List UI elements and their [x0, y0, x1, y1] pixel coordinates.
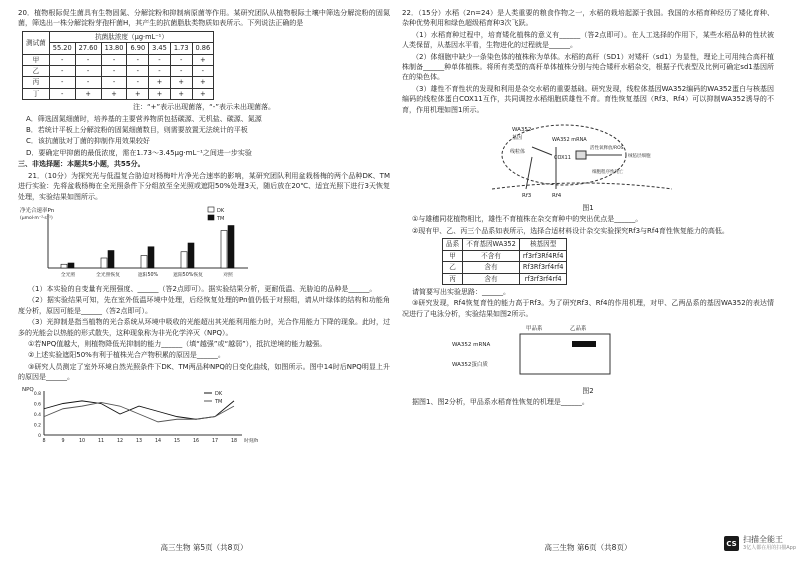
- bar-dk: [61, 264, 67, 268]
- q20-result-cell: +: [149, 88, 171, 99]
- q20-stem: 20．植物根际促生菌具有生物固氮、分解淀粉和抑制病原菌等作用。某研究团队从植物根际土壤中筛选分解淀粉的固氮菌，筛选出一株分解淀粉芽孢杆菌H，其产生的抗菌脂肽类物质如表所示。下列说法正确的是: [18, 9, 390, 28]
- bar-chart-title: 净光合速率Pn: [20, 207, 55, 214]
- bar-dk: [141, 255, 147, 268]
- npq-xtick: 9: [61, 438, 65, 444]
- npq-line-dk: [44, 400, 234, 418]
- q20-conc-cell: 3.45: [149, 43, 171, 54]
- bar-category-label: 遮阳50%: [137, 272, 159, 278]
- q20-result-cell: +: [101, 88, 127, 99]
- q20-result-cell: -: [127, 66, 149, 77]
- fig1-wa352: WA352: [512, 127, 532, 134]
- q20-row-name: 丙: [23, 77, 50, 88]
- q21-sub3: （3）光抑制是指当植物的光合系统从环境中吸收的光能超出其光能利用能力时，光合作用能力下降的现象。此时，过多的光能会以热能的形式散失，这种现象称为非光化学淬灭（NPQ）。: [18, 318, 390, 337]
- q20-result-cell: +: [192, 88, 214, 99]
- bar-tm: [188, 243, 194, 268]
- q20-table-row: [23, 77, 214, 88]
- exam-page-6: [402, 8, 774, 553]
- figure-1-diagram: [492, 117, 672, 203]
- npq-legend-label: TM: [215, 398, 223, 405]
- cox11-box: [576, 151, 586, 159]
- npq-ytick: 0.6: [33, 402, 41, 408]
- gel-row2: WA352蛋白质: [452, 362, 488, 369]
- fig1-rf4: Rf4: [552, 193, 562, 200]
- npq-xtick: 13: [135, 438, 143, 444]
- npq-xtick: 10: [78, 438, 86, 444]
- gel-lane1: 甲品系: [526, 326, 543, 333]
- q20-result-cell: +: [149, 77, 171, 88]
- q20-conc-cell: 6.90: [127, 43, 149, 54]
- q21-sub3a: ①若NPQ值越大，则植物降低光抑制的能力______（填“越强”或“越弱”），抵抗逆境的能力越强。: [28, 339, 327, 348]
- q20-result-cell: -: [75, 54, 101, 65]
- npq-xtick: 12: [116, 438, 124, 444]
- q22-sub3c: ③研究发现，Rf4恢复育性的能力高于Rf3。为了研究Rf3、Rf4的作用机理，对甲、乙两品系的基因WA352的表达情况进行了电泳分析，实验结果如图2所示。: [402, 299, 774, 318]
- q20-option-b: B．若统计平板上分解淀粉的固氮细菌数目，则需要放置无法统计的平板: [26, 126, 248, 135]
- q20-result-cell: -: [75, 77, 101, 88]
- q20-row-name: 丁: [23, 88, 50, 99]
- npq-line-chart: [18, 385, 278, 447]
- q21-sub3b: ②上述实验遮阳50%有利于植株光合产物积累的原因是______。: [28, 351, 225, 360]
- npq-ytick: 0.2: [33, 423, 41, 429]
- q20-result-cell: -: [149, 66, 171, 77]
- q22-table-cell: Rf3Rf3rf4rf4: [519, 262, 567, 273]
- q20-table-row: [23, 54, 214, 65]
- page-footer-5: 高三生物 第5页（共8页）: [160, 542, 248, 552]
- q22-sub3b: ②现有甲、乙、丙三个品系如表所示，选择合适材料设计杂交实验探究Rf3与Rf4育性恢复能力的高低。: [412, 226, 729, 235]
- npq-ytick: 0: [38, 433, 41, 439]
- fig1-caption: 图1: [582, 204, 594, 213]
- npq-line-tm: [44, 402, 234, 421]
- q20-result-cell: -: [101, 77, 127, 88]
- q22-sub3a: ①与雄穗同花植物相比，雄性不育植株在杂交育种中的突出优点是______。: [412, 215, 643, 224]
- q22-stem: 22．（15分）水稻（2n=24）是人类重要的粮食作物之一，水稻的栽培起源于我国。我国的水稻育种经历了矮化育种、杂种优势利用和绿色超级稻育种3次飞跃。: [402, 9, 774, 28]
- bar-tm: [148, 247, 154, 268]
- q20-result-cell: +: [75, 88, 101, 99]
- q22-table-cell: 含有: [463, 273, 520, 284]
- fig1-mito: 线粒体: [510, 149, 526, 156]
- q21-sub2: （2）据实验结果可知，先在室外低温环境中处理，后经恢复处理的Pn值仍低于对照组，请从叶绿体的结构和功能角度分析，原因可能是______（答2点即可）。: [18, 296, 390, 315]
- bar-tm: [68, 263, 74, 268]
- q20-result-cell: -: [170, 54, 192, 65]
- q20-conc-cell: 1.73: [170, 43, 192, 54]
- q22-table-cell: rf3rf3rf4rf4: [519, 273, 567, 284]
- q20-result-cell: -: [149, 54, 171, 65]
- q22-table-cell: 甲: [443, 250, 463, 261]
- q20-note: 注：“+”表示出现菌落，“-”表示未出现菌落。: [133, 103, 275, 112]
- q22-table-header: 品系: [443, 239, 463, 250]
- bar-category-label: 对照: [223, 272, 233, 278]
- fig2-caption: 图2: [582, 386, 594, 395]
- q20-option-d: D．要确定甲抑菌的最低浓度，需在1.73～3.45μg·mL⁻¹之间进一步实验: [26, 148, 252, 157]
- bar-tm: [228, 225, 234, 268]
- q22-table-cell: rf3rf3Rf4Rf4: [519, 250, 567, 261]
- fig1-pcd: 细胞程序性死亡: [592, 170, 624, 176]
- q22-sub3b2: 请简要写出实验思路：______。: [412, 287, 510, 296]
- q20-table-header-bacteria: 测试菌: [23, 31, 50, 54]
- npq-xtick: 14: [154, 438, 162, 444]
- q21-sub3c: ③研究人员测定了室外环境自然光照条件下DK、TM两品种NPQ的日变化曲线，如图所示。图中14时后NPQ明显上升的原因是______。: [18, 362, 390, 382]
- q20-result-cell: +: [170, 88, 192, 99]
- npq-legend-label: DK: [215, 390, 223, 397]
- q22-table-cell: 不含有: [463, 250, 520, 261]
- bar-dk: [101, 258, 107, 268]
- legend-swatch: [208, 215, 214, 220]
- q22-sub2: （2）体细胞中缺少一条染色体的植株称为单体。水稻的高秆（SD1）对矮秆（sd1）为显性，理论上可用纯合高秆植株制备______种单体植株。将所有类型的高秆单体植株分别与纯合矮秆水稻杂交，根据子代表型及比例可确定sd1基因所在的染色体。: [402, 52, 774, 82]
- q22-table: [442, 238, 567, 285]
- q22-table-header: 核基因型: [519, 239, 567, 250]
- gel-band: [572, 341, 596, 347]
- fig1-arrow: [526, 157, 532, 189]
- q22-sub3d: 据图1、图2分析，甲品系水稻育性恢复的机理是______。: [412, 397, 589, 406]
- npq-xlabel: 时刻/h: [244, 438, 259, 444]
- exam-page-5: [18, 8, 390, 553]
- npq-ytick: 0.8: [33, 391, 41, 397]
- q20-result-cell: -: [192, 66, 214, 77]
- npq-xtick: 18: [230, 438, 238, 444]
- camscanner-logo-icon: CS: [724, 536, 739, 551]
- q20-result-cell: -: [101, 54, 127, 65]
- q20-row-name: 乙: [23, 66, 50, 77]
- bar-dk: [221, 230, 227, 268]
- legend-swatch: [208, 207, 214, 212]
- q21-sub1: （1）本实验的自变量有光照强度、______（答2点即可）。据实验结果分析，更耐低温、光胁迫的品种是______。: [28, 284, 377, 293]
- camscanner-name: 扫描全能王: [743, 535, 784, 544]
- bar-category-label: 全光照: [60, 272, 76, 278]
- q20-conc-cell: 55.20: [49, 43, 75, 54]
- npq-xtick: 16: [192, 438, 200, 444]
- fig1-rf3: Rf3: [522, 193, 532, 200]
- fig1-arrow: [532, 147, 552, 155]
- bar-chart-unit: (μmol·m⁻²·s⁻¹): [20, 215, 53, 221]
- q20-table-header-conc: 抗菌肽浓度（μg·mL⁻¹）: [49, 31, 213, 42]
- legend-label: DK: [217, 207, 225, 214]
- q20-row-name: 甲: [23, 54, 50, 65]
- npq-ylabel: NPQ: [22, 386, 34, 393]
- bar-tm: [108, 250, 114, 268]
- npq-ytick: 0.4: [33, 412, 41, 418]
- q22-table-header: 不育基因WA352: [463, 239, 520, 250]
- q22-sub1: （1）水稻育种过程中，培育矮化植株的意义有______（答2点即可）。在人工选择的作用下，某些水稻品种的性状被人类保留，从基因水平看，生物进化的过程就是______。: [402, 30, 774, 50]
- bar-category-label: 遮阳50%恢复: [173, 272, 203, 278]
- q20-table: [22, 31, 214, 100]
- q20-result-cell: +: [127, 88, 149, 99]
- q22-table-cell: 乙: [443, 262, 463, 273]
- bar-category-label: 全光照恢复: [96, 272, 120, 278]
- q20-result-cell: -: [127, 77, 149, 88]
- camscanner-watermark: [724, 535, 796, 552]
- q20-result-cell: -: [101, 66, 127, 77]
- q20-result-cell: -: [49, 77, 75, 88]
- page-footer-6: 高三生物 第6页（共8页）: [544, 542, 632, 552]
- q20-table-row: [23, 66, 214, 77]
- q22-table-row: [443, 273, 567, 284]
- q20-result-cell: -: [170, 66, 192, 77]
- fig1-fertile: 绒毡层细胞: [628, 154, 651, 160]
- npq-xtick: 17: [211, 438, 219, 444]
- q22-sub3: （3）雄性不育性状的发现和利用是杂交水稻的重要基础。研究发现，线粒体基因WA352编码的WA352蛋白与核基因编码的线粒体蛋白COX11互作，共同调控水稻细胞质雄性不育。育性恢复基因（Rf3、Rf4）可以抑制WA352诱导的不育，作用机理如图1所示。: [402, 84, 774, 114]
- q20-option-a: A．筛选固氮细菌时，培养基的主要营养物质包括碳源、无机盐、碳源、氮源: [26, 114, 262, 123]
- q20-result-cell: +: [192, 77, 214, 88]
- gel-lane2: 乙品系: [570, 326, 587, 333]
- fig1-wa352-mrna: WA352 mRNA: [552, 137, 587, 144]
- figure-2-gel: [432, 322, 632, 380]
- q21-stem: 21．（10分）为探究光与低温复合胁迫对杨梅叶片净光合速率的影响，某研究团队利用盆栽杨梅的两个品种DK、TM进行实验：先将盆栽杨梅在全光照条件下分组放至全光照或遮阳50%处理3天，随后放在20℃、适宜光照下进行3天恢复处理，实验结果如图所示。: [18, 171, 390, 201]
- q20-result-cell: +: [170, 77, 192, 88]
- camscanner-sub: 3亿人都在用的扫描App: [743, 545, 796, 551]
- pn-bar-chart: [18, 204, 278, 282]
- q20-result-cell: +: [192, 54, 214, 65]
- legend-label: TM: [217, 215, 225, 222]
- fig1-gene: 基因: [512, 135, 523, 142]
- q20-option-c: C．该抗菌肽对丁菌的抑制作用效果较好: [26, 137, 150, 146]
- q20-result-cell: -: [49, 54, 75, 65]
- npq-xtick: 11: [97, 438, 105, 444]
- q22-table-row: [443, 250, 567, 261]
- q20-conc-cell: 0.86: [192, 43, 214, 54]
- fig1-ros: 活性氧释放/ROS: [590, 146, 624, 152]
- gel-row1: WA352 mRNA: [452, 342, 491, 349]
- q20-conc-cell: 13.80: [101, 43, 127, 54]
- q20-result-cell: -: [75, 66, 101, 77]
- q20-result-cell: -: [49, 88, 75, 99]
- section-title: 三、非选择题：本题共5小题，共55分。: [18, 160, 145, 169]
- q20-result-cell: -: [49, 66, 75, 77]
- fig1-cox11: COX11: [554, 155, 571, 162]
- q22-table-cell: 含有: [463, 262, 520, 273]
- npq-xtick: 8: [42, 438, 46, 444]
- q20-result-cell: -: [127, 54, 149, 65]
- q20-table-row: [23, 88, 214, 99]
- q20-conc-cell: 27.60: [75, 43, 101, 54]
- q22-table-row: [443, 262, 567, 273]
- bar-dk: [181, 252, 187, 268]
- gel-frame: [520, 334, 610, 374]
- npq-xtick: 15: [173, 438, 181, 444]
- q22-table-cell: 丙: [443, 273, 463, 284]
